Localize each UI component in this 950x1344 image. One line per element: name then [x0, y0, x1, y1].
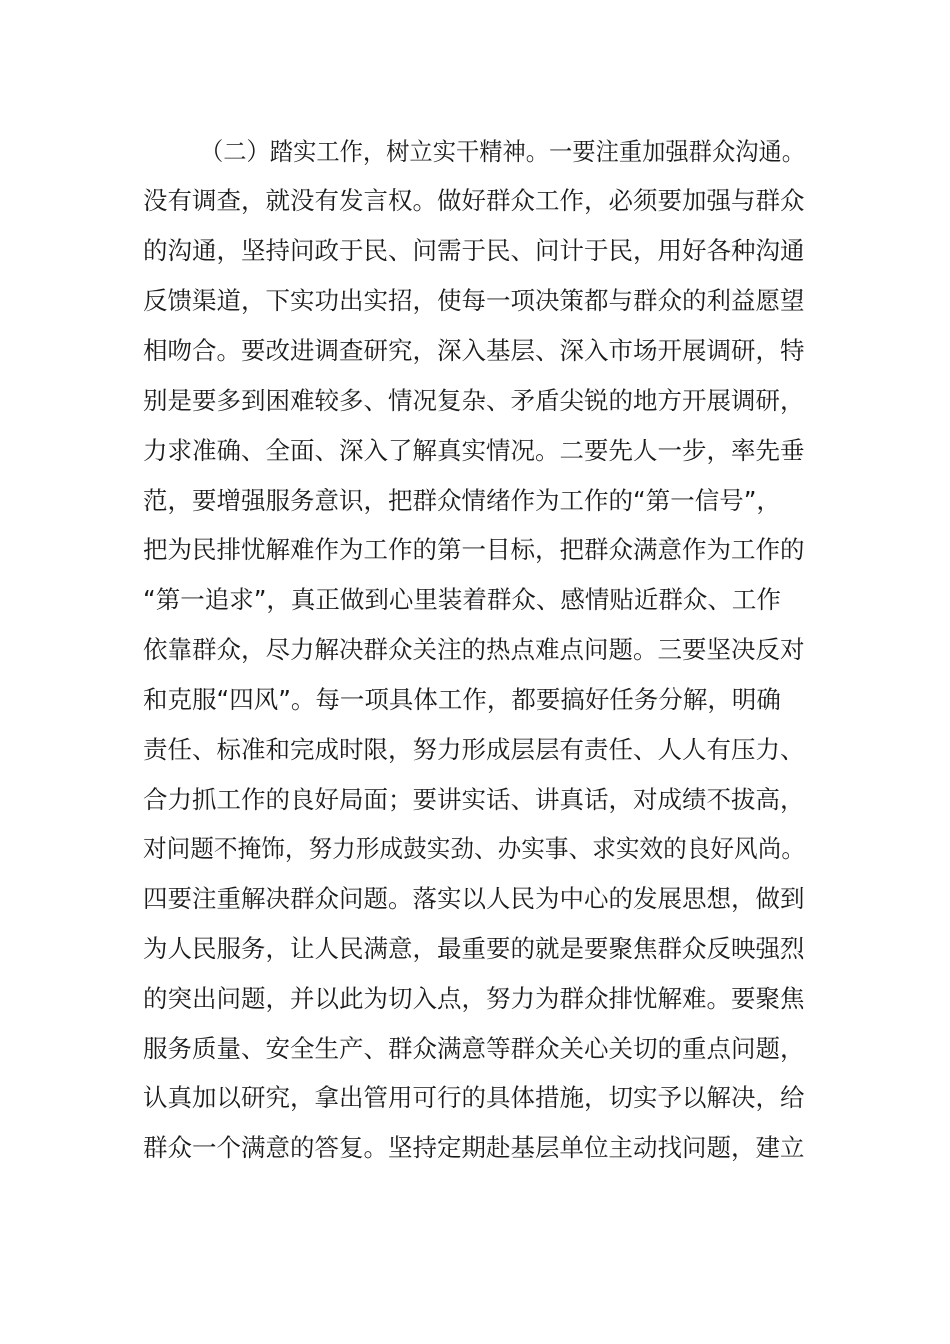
- paragraph-line: 群众一个满意的答复。坚持定期赴基层单位主动找问题，建立: [143, 1133, 805, 1162]
- paragraph-line: 没有调查，就没有发言权。做好群众工作，必须要加强与群众: [143, 186, 805, 215]
- paragraph-line: 对问题不掩饰，努力形成鼓实劲、办实事、求实效的良好风尚。: [143, 834, 805, 863]
- paragraph-line: 相吻合。要改进调查研究，深入基层、深入市场开展调研，特: [143, 336, 805, 365]
- paragraph-line: 的突出问题，并以此为切入点，努力为群众排忧解难。要聚焦: [143, 984, 805, 1013]
- paragraph-line: 责任、标准和完成时限，努力形成层层有责任、人人有压力、: [143, 735, 805, 764]
- paragraph-line: 服务质量、安全生产、群众满意等群众关心关切的重点问题，: [143, 1034, 805, 1063]
- paragraph-line: 把为民排忧解难作为工作的第一目标，把群众满意作为工作的: [143, 535, 805, 564]
- paragraph-line: 合力抓工作的良好局面；要讲实话、讲真话，对成绩不拔高，: [143, 785, 805, 814]
- paragraph-line: 反馈渠道，下实功出实招，使每一项决策都与群众的利益愿望: [143, 286, 805, 315]
- paragraph-line: “第一追求”，真正做到心里装着群众、感情贴近群众、工作: [143, 585, 781, 614]
- paragraph-line: 力求准确、全面、深入了解真实情况。二要先人一步，率先垂: [143, 436, 805, 465]
- paragraph-line: 的沟通，坚持问政于民、问需于民、问计于民，用好各种沟通: [143, 236, 805, 265]
- paragraph-line: 和克服“四风”。每一项具体工作，都要搞好任务分解，明确: [143, 685, 781, 714]
- paragraph-line: 依靠群众，尽力解决群众关注的热点难点问题。三要坚决反对: [143, 635, 805, 664]
- paragraph-line: 四要注重解决群众问题。落实以人民为中心的发展思想，做到: [143, 884, 805, 913]
- paragraph-line: 为人民服务，让人民满意，最重要的就是要聚焦群众反映强烈: [143, 934, 805, 963]
- paragraph-line: 认真加以研究，拿出管用可行的具体措施，切实予以解决，给: [143, 1083, 805, 1112]
- paragraph-line: （二）踏实工作，树立实干精神。一要注重加强群众沟通。: [200, 137, 806, 166]
- paragraph-line: 范，要增强服务意识，把群众情绪作为工作的“第一信号”，: [143, 486, 781, 515]
- paragraph-line: 别是要多到困难较多、情况复杂、矛盾尖锐的地方开展调研，: [143, 386, 805, 415]
